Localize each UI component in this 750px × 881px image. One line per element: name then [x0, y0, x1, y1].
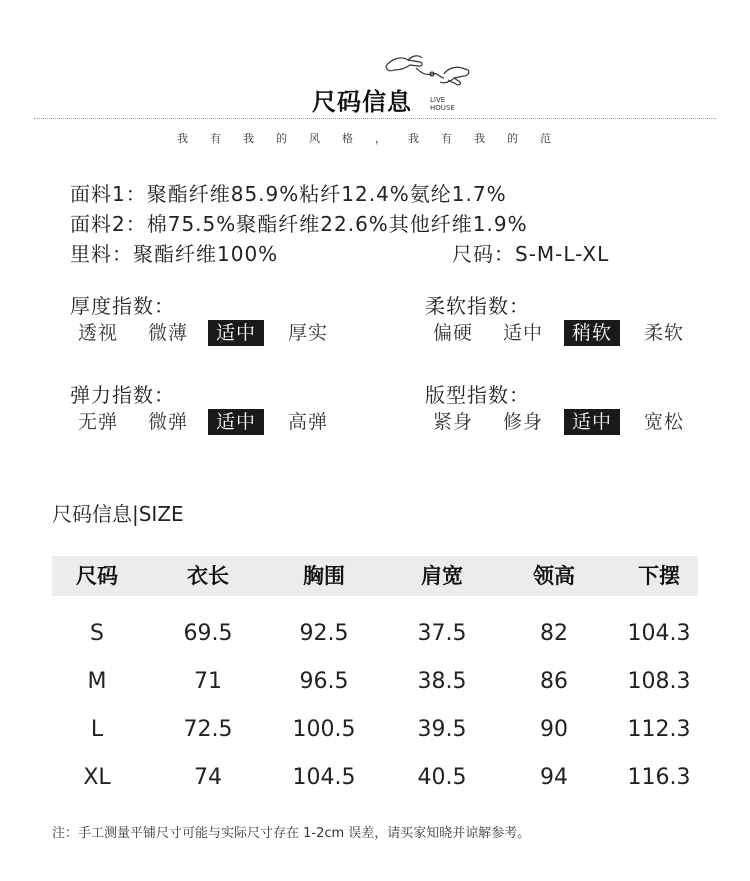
- table-cell: 108.3: [627, 669, 691, 694]
- table-cell: 116.3: [627, 765, 691, 790]
- thickness-option: 透视: [78, 322, 119, 344]
- table-cell: 39.5: [417, 717, 467, 742]
- thickness-option-selected: 适中: [208, 320, 264, 346]
- column-header-chest: 胸围: [303, 564, 345, 588]
- fit-option: 宽松: [644, 411, 685, 433]
- column-header-shoulder: 肩宽: [421, 564, 463, 588]
- elasticity-option: 微弹: [148, 411, 189, 433]
- column-header-length: 衣长: [187, 564, 229, 588]
- table-cell: 104.5: [292, 765, 356, 790]
- elasticity-option-selected: 适中: [208, 409, 264, 435]
- table-cell: 40.5: [417, 765, 467, 790]
- measurement-note: 注：手工测量平铺尺寸可能与实际尺寸存在 1-2cm 误差，请买家知晓并谅解参考。: [52, 826, 531, 841]
- table-cell: M: [87, 669, 107, 694]
- table-cell: 74: [194, 765, 222, 790]
- table-cell: 71: [194, 669, 222, 694]
- table-cell: 38.5: [417, 669, 467, 694]
- table-cell: 90: [540, 717, 568, 742]
- fit-option: 修身: [503, 411, 544, 433]
- table-cell: 112.3: [627, 717, 691, 742]
- table-cell: 37.5: [417, 621, 467, 646]
- table-cell: L: [90, 717, 104, 742]
- column-header-hem: 下摆: [638, 564, 680, 588]
- table-cell: 100.5: [292, 717, 356, 742]
- softness-index-title: 柔软指数：: [425, 294, 530, 318]
- softness-option: 柔软: [644, 322, 685, 344]
- brand-text-line2: HOUSE: [430, 104, 455, 112]
- thickness-index-title: 厚度指数：: [70, 294, 175, 318]
- fabric-1: 面料1：聚酯纤维85.9%粘纤12.4%氨纶1.7%: [70, 182, 507, 206]
- fit-index-title: 版型指数：: [425, 383, 530, 407]
- brand-mark: [430, 96, 455, 112]
- brand-text-line1: LIVE: [430, 96, 446, 104]
- table-cell: 69.5: [183, 621, 233, 646]
- thickness-option: 微薄: [148, 322, 189, 344]
- fabric-2: 面料2：棉75.5%聚酯纤维22.6%其他纤维1.9%: [70, 212, 528, 236]
- size-section-heading: 尺码信息|SIZE: [52, 502, 184, 526]
- table-cell: 72.5: [183, 717, 233, 742]
- elasticity-option: 无弹: [78, 411, 119, 433]
- table-cell: XL: [83, 765, 111, 790]
- slogan: 我有我的风格，我有我的范: [177, 132, 573, 145]
- table-cell: S: [90, 621, 104, 646]
- table-cell: 86: [540, 669, 568, 694]
- fit-option: 紧身: [433, 411, 474, 433]
- elasticity-option: 高弹: [288, 411, 329, 433]
- fit-option-selected: 适中: [564, 409, 620, 435]
- softness-option: 偏硬: [433, 322, 474, 344]
- table-cell: 104.3: [627, 621, 691, 646]
- column-header-size: 尺码: [76, 564, 118, 588]
- available-sizes: 尺码：S-M-L-XL: [452, 242, 610, 266]
- table-cell: 96.5: [299, 669, 349, 694]
- column-header-collar: 领高: [533, 564, 575, 588]
- divider: [34, 118, 716, 119]
- page-title: 尺码信息: [312, 88, 412, 116]
- table-cell: 82: [540, 621, 568, 646]
- thickness-option: 厚实: [288, 322, 329, 344]
- softness-option-selected: 稍软: [564, 320, 620, 346]
- table-cell: 92.5: [299, 621, 349, 646]
- elasticity-index-title: 弹力指数：: [70, 383, 175, 407]
- softness-option: 适中: [503, 322, 544, 344]
- table-cell: 94: [540, 765, 568, 790]
- lining: 里料：聚酯纤维100%: [70, 242, 279, 266]
